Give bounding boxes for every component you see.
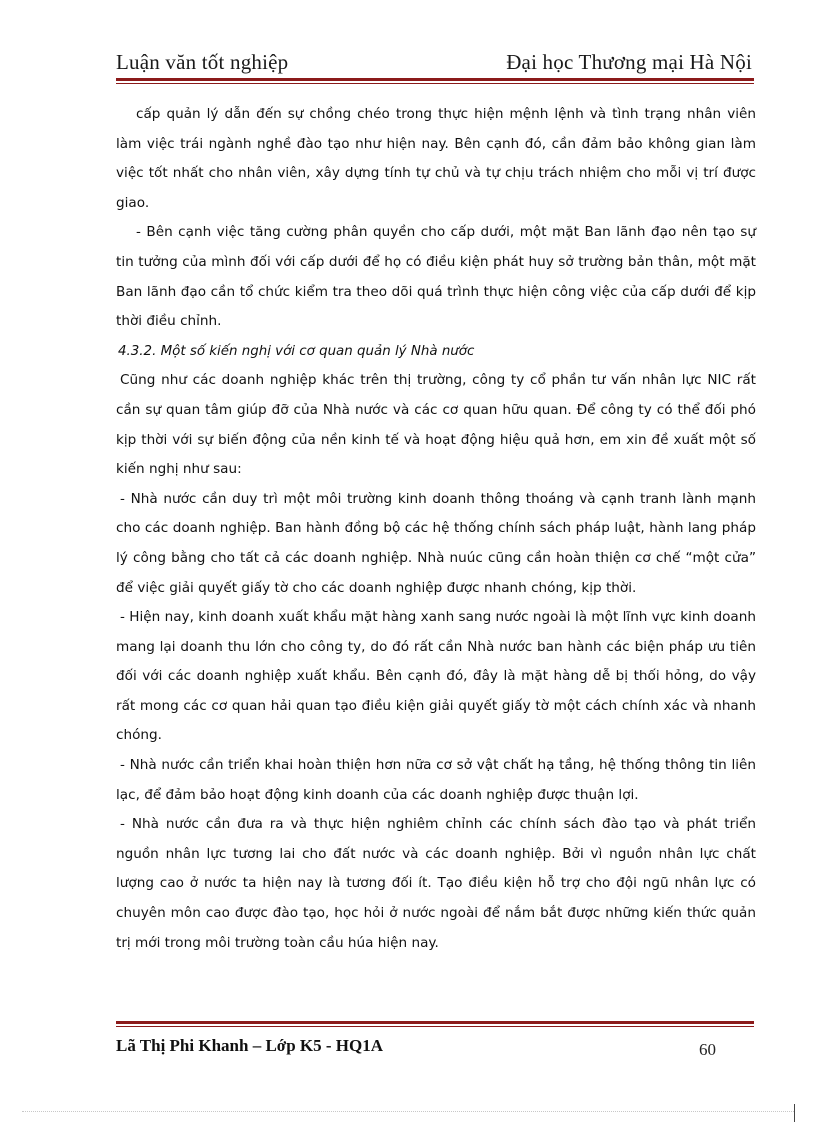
footer-author: Lã Thị Phi Khanh – Lớp K5 - HQ1A: [116, 1036, 384, 1055]
paragraph-3: Cũng như các doanh nghiệp khác trên thị trường, công ty cổ phần tư vấn nhân lực NIC rất cần sự quan tâm giúp đỡ của Nhà nước và các cơ quan hữu quan. Để công ty có thể đối phó kịp thời với sự biến động của nền kinh tế và hoạt động hiệu quả hơn, em xin đề xuất một số kiến nghị như sau:: [116, 372, 756, 478]
paragraph-2: - Bên cạnh việc tăng cường phân quyền cho cấp dưới, một mặt Ban lãnh đạo nên tạo sự tin tưởng của mình đối với cấp dưới để họ có điều kiện phát huy sở trường bản thân, một mặt Ban lãnh đạo cần tổ chức kiểm tra theo dõi quá trình thực hiện công việc của cấp dưới để kịp thời điều chỉnh.: [116, 224, 756, 330]
paragraph-1: cấp quản lý dẫn đến sự chồng chéo trong thực hiện mệnh lệnh và tình trạng nhân viên làm việc trái ngành nghề đào tạo như hiện nay. Bên cạnh đó, cần đảm bảo không gian làm việc tốt nhất cho nhân viên, xây dựng tính tự chủ và tự chịu trách nhiệm cho mỗi vị trí được giao.: [116, 106, 756, 211]
page-corner-mark: [794, 1104, 795, 1122]
footer-divider: [116, 1021, 754, 1027]
page-footer: [116, 1032, 756, 1062]
section-heading: 4.3.2. Một số kiến nghị với cơ quan quản lý Nhà nước: [118, 343, 475, 359]
page-body: [116, 100, 756, 958]
paragraph-4: - Nhà nước cần duy trì một môi trường kinh doanh thông thoáng và cạnh tranh lành mạnh cho các doanh nghiệp. Ban hành đồng bộ các hệ thống chính sách pháp luật, hành lang pháp lý công bằng cho tất cả các doanh nghiệp. Nhà nuúc cũng cần hoàn thiện cơ chế “một cửa” để việc giải quyết giấy tờ cho các doanh nghiệp được nhanh chóng, kịp thời.: [116, 490, 756, 596]
paragraph-7: - Nhà nước cần đưa ra và thực hiện nghiêm chỉnh các chính sách đào tạo và phát triển nguồn nhân lực tương lai cho đất nước và các doanh nghiệp. Bởi vì nguồn nhân lực chất lượng cao ở nước ta hiện nay là tương đối ít. Tạo điều kiện hỗ trợ cho đội ngũ nhân lực có chuyên môn cao được đào tạo, học hỏi ở nước ngoài để nắm bắt được những kiến thức quản trị mới trong môi trường toàn cầu húa hiện nay.: [116, 816, 756, 951]
paragraph-6: - Nhà nước cần triển khai hoàn thiện hơn nữa cơ sở vật chất hạ tầng, hệ thống thông tin liên lạc, để đảm bảo hoạt động kinh doanh của các doanh nghiệp được thuận lợi.: [116, 757, 756, 803]
header-divider: [116, 78, 754, 84]
header-university: Đại học Thương mại Hà Nội: [506, 50, 752, 74]
paragraph-5: - Hiện nay, kinh doanh xuất khẩu mặt hàng xanh sang nước ngoài là một lĩnh vực kinh doanh mang lại doanh thu lớn cho công ty, do đó rất cần Nhà nước ban hành các biện pháp ưu tiên đối với các doanh nghiệp xuất khẩu. Bên cạnh đó, đây là mặt hàng dễ bị thối hỏng, do vậy rất mong các cơ quan hải quan tạo điều kiện giải quyết giấy tờ một cách chính xác và nhanh chóng.: [116, 609, 756, 744]
page-bottom-dotted-line: [22, 1111, 794, 1112]
page-header: [116, 44, 754, 78]
page-number: 60: [699, 1040, 716, 1059]
header-thesis-title: Luận văn tốt nghiệp: [116, 50, 289, 74]
